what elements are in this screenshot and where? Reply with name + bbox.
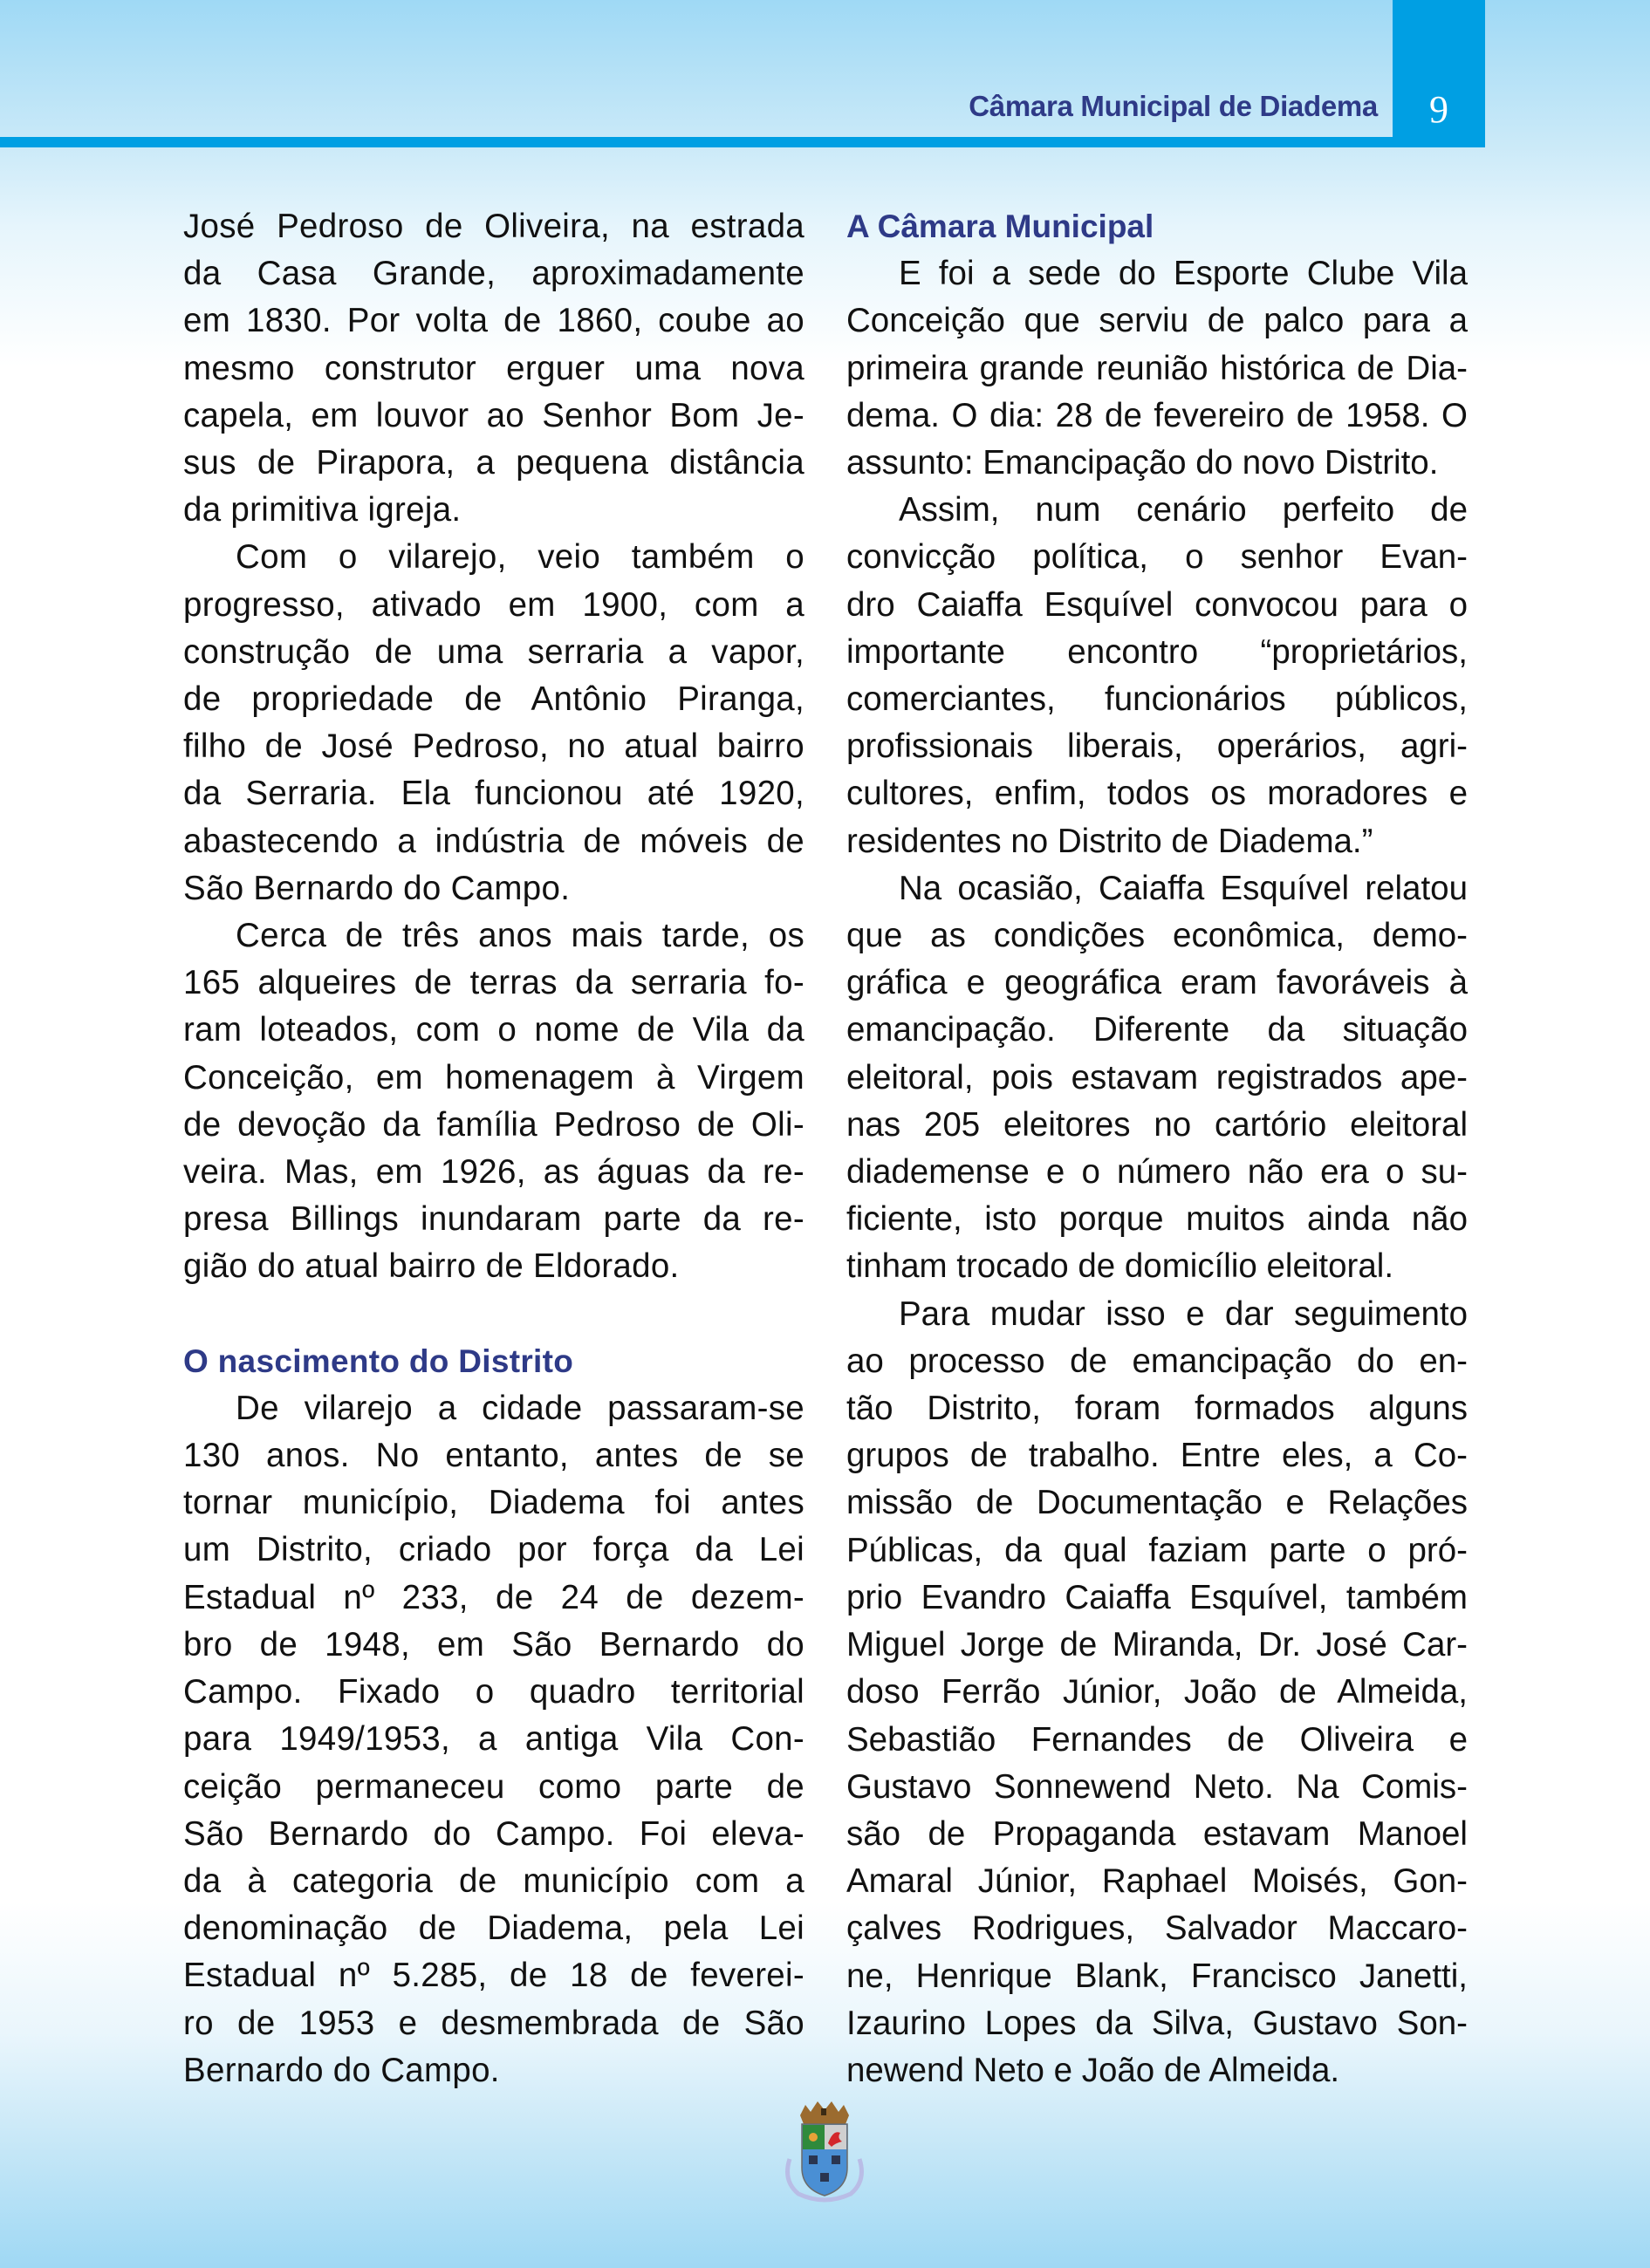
text-line: doso Ferrão Júnior, João de Almeida, bbox=[846, 1673, 1468, 1711]
text-line: progresso, ativado em 1900, com a bbox=[183, 585, 804, 624]
text-line: capela, em louvor ao Senhor Bom Je- bbox=[183, 396, 804, 434]
text-line: newend Neto e João de Almeida. bbox=[846, 2051, 1340, 2089]
text-line: nas 205 eleitores no cartório eleitoral bbox=[846, 1105, 1468, 1144]
text-line: Bernardo do Campo. bbox=[183, 2051, 500, 2089]
text-line: da à categoria de município com a bbox=[183, 1862, 804, 1900]
paragraph bbox=[846, 487, 1468, 865]
text-line: Amaral Júnior, Raphael Moisés, Gon- bbox=[846, 1862, 1468, 1901]
running-header-title: Câmara Municipal de Diadema bbox=[969, 90, 1378, 122]
text-line: ro de 1953 e desmembrada de São bbox=[183, 2004, 804, 2042]
text-line: Campo. Fixado o quadro territorial bbox=[183, 1673, 804, 1711]
text-line: de devoção da família Pedroso de Oli- bbox=[183, 1105, 804, 1144]
text-line: veira. Mas, em 1926, as águas da re- bbox=[183, 1153, 804, 1192]
text-line: em 1830. Por volta de 1860, coube ao bbox=[183, 302, 804, 340]
text-line: denominação de Diadema, pela Lei bbox=[183, 1909, 804, 1948]
text-line: residentes no Distrito de Diadema.” bbox=[846, 822, 1373, 860]
text-line: tinham trocado de domicílio eleitoral. bbox=[846, 1247, 1394, 1286]
text-line: Gustavo Sonnewend Neto. Na Comis- bbox=[846, 1767, 1468, 1806]
header-rule bbox=[0, 137, 1393, 147]
text-line: para 1949/1953, a antiga Vila Con- bbox=[183, 1720, 804, 1759]
text-line: tornar município, Diadema foi antes bbox=[183, 1484, 804, 1522]
section-spacer bbox=[183, 1291, 804, 1338]
text-line: Assim, num cenário perfeito de bbox=[899, 491, 1468, 529]
text-line: diademense e o número não era o su- bbox=[846, 1153, 1468, 1192]
text-line: Conceição que serviu de palco para a bbox=[846, 302, 1468, 340]
paragraph bbox=[846, 1291, 1468, 2094]
text-line: da primitiva igreja. bbox=[183, 491, 462, 529]
text-line: Estadual nº 5.285, de 18 de feverei- bbox=[183, 1957, 804, 1995]
text-line: de propriedade de Antônio Piranga, bbox=[183, 680, 804, 719]
text-line: emancipação. Diferente da situação bbox=[846, 1011, 1468, 1049]
text-line: E foi a sede do Esporte Clube Vila bbox=[899, 255, 1468, 293]
right-column bbox=[846, 203, 1468, 2094]
text-line: ram loteados, com o nome de Vila da bbox=[183, 1011, 804, 1049]
text-line: dro Caiaffa Esquível convocou para o bbox=[846, 585, 1468, 624]
text-line: Para mudar isso e dar seguimento bbox=[899, 1295, 1468, 1333]
text-line: eleitoral, pois estavam registrados ape- bbox=[846, 1058, 1468, 1096]
section-heading: O nascimento do Distrito bbox=[183, 1342, 574, 1379]
text-line: 165 alqueires de terras da serraria fo- bbox=[183, 964, 804, 1002]
paragraph bbox=[183, 534, 804, 912]
text-line: Estadual nº 233, de 24 de dezem- bbox=[183, 1578, 804, 1616]
text-line: 130 anos. No entanto, antes de se bbox=[183, 1437, 804, 1475]
text-line: filho de José Pedroso, no atual bairro bbox=[183, 728, 804, 766]
text-line: De vilarejo a cidade passaram-se bbox=[236, 1389, 804, 1427]
text-line: cultores, enfim, todos os moradores e bbox=[846, 775, 1468, 813]
text-line: primeira grande reunião histórica de Dia- bbox=[846, 349, 1468, 387]
text-line: mesmo construtor erguer uma nova bbox=[183, 349, 804, 387]
text-line: José Pedroso de Oliveira, na estrada bbox=[183, 208, 804, 245]
text-line: abastecendo a indústria de móveis de bbox=[183, 822, 804, 860]
text-line: da Serraria. Ela funcionou até 1920, bbox=[183, 775, 804, 813]
page-number: 9 bbox=[1429, 88, 1448, 131]
text-line: sus de Pirapora, a pequena distância bbox=[183, 444, 804, 482]
page-number-box bbox=[1393, 0, 1485, 147]
text-line: çalves Rodrigues, Salvador Maccaro- bbox=[846, 1909, 1468, 1948]
text-line: comerciantes, funcionários públicos, bbox=[846, 680, 1468, 719]
text-line: Sebastião Fernandes de Oliveira e bbox=[846, 1720, 1468, 1759]
text-line: Izaurino Lopes da Silva, Gustavo Son- bbox=[846, 2004, 1468, 2042]
text-line: dema. O dia: 28 de fevereiro de 1958. O bbox=[846, 396, 1468, 434]
text-line: um Distrito, criado por força da Lei bbox=[183, 1531, 804, 1569]
text-line: prio Evandro Caiaffa Esquível, também bbox=[846, 1578, 1468, 1616]
text-line: grupos de trabalho. Entre eles, a Co- bbox=[846, 1437, 1468, 1475]
text-line: Miguel Jorge de Miranda, Dr. José Car- bbox=[846, 1626, 1468, 1664]
text-line: da Casa Grande, aproximadamente bbox=[183, 255, 804, 293]
text-line: Públicas, da qual faziam parte o pró- bbox=[846, 1531, 1468, 1569]
text-line: Com o vilarejo, veio também o bbox=[236, 538, 804, 577]
text-line: São Bernardo do Campo. bbox=[183, 869, 571, 907]
left-column bbox=[183, 203, 804, 2094]
text-line: Na ocasião, Caiaffa Esquível relatou bbox=[899, 869, 1468, 907]
paragraph bbox=[183, 912, 804, 1291]
text-line: assunto: Emancipação do novo Distrito. bbox=[846, 444, 1439, 482]
text-line: ne, Henrique Blank, Francisco Janetti, bbox=[846, 1957, 1468, 1995]
text-line: profissionais liberais, operários, agri- bbox=[846, 728, 1468, 766]
text-line: tão Distrito, foram formados alguns bbox=[846, 1390, 1468, 1428]
text-line: bro de 1948, em São Bernardo do bbox=[183, 1625, 804, 1663]
text-line: gião do atual bairro de Eldorado. bbox=[183, 1247, 680, 1286]
paragraph bbox=[183, 203, 804, 534]
paragraph bbox=[846, 250, 1468, 487]
section-heading: A Câmara Municipal bbox=[846, 208, 1154, 244]
text-line: ao processo de emancipação do en- bbox=[846, 1342, 1468, 1380]
text-line: São Bernardo do Campo. Foi eleva- bbox=[183, 1814, 804, 1853]
text-line: Cerca de três anos mais tarde, os bbox=[236, 917, 804, 955]
text-line: importante encontro “proprietários, bbox=[846, 632, 1468, 671]
text-line: gráfica e geográfica eram favoráveis à bbox=[846, 964, 1468, 1002]
text-line: que as condições econômica, demo- bbox=[846, 917, 1468, 955]
text-line: ficiente, isto porque muitos ainda não bbox=[846, 1200, 1468, 1239]
paragraph bbox=[183, 1385, 804, 2094]
paragraph bbox=[846, 865, 1468, 1291]
coat-of-arms-icon bbox=[779, 2098, 870, 2206]
text-line: Conceição, em homenagem à Virgem bbox=[183, 1058, 804, 1096]
text-line: ceição permaneceu como parte de bbox=[183, 1767, 804, 1806]
text-line: presa Billings inundaram parte da re- bbox=[183, 1200, 804, 1239]
text-line: construção de uma serraria a vapor, bbox=[183, 632, 804, 671]
text-line: missão de Documentação e Relações bbox=[846, 1484, 1468, 1522]
text-line: são de Propaganda estavam Manoel bbox=[846, 1814, 1468, 1853]
text-line: convicção política, o senhor Evan- bbox=[846, 538, 1468, 577]
